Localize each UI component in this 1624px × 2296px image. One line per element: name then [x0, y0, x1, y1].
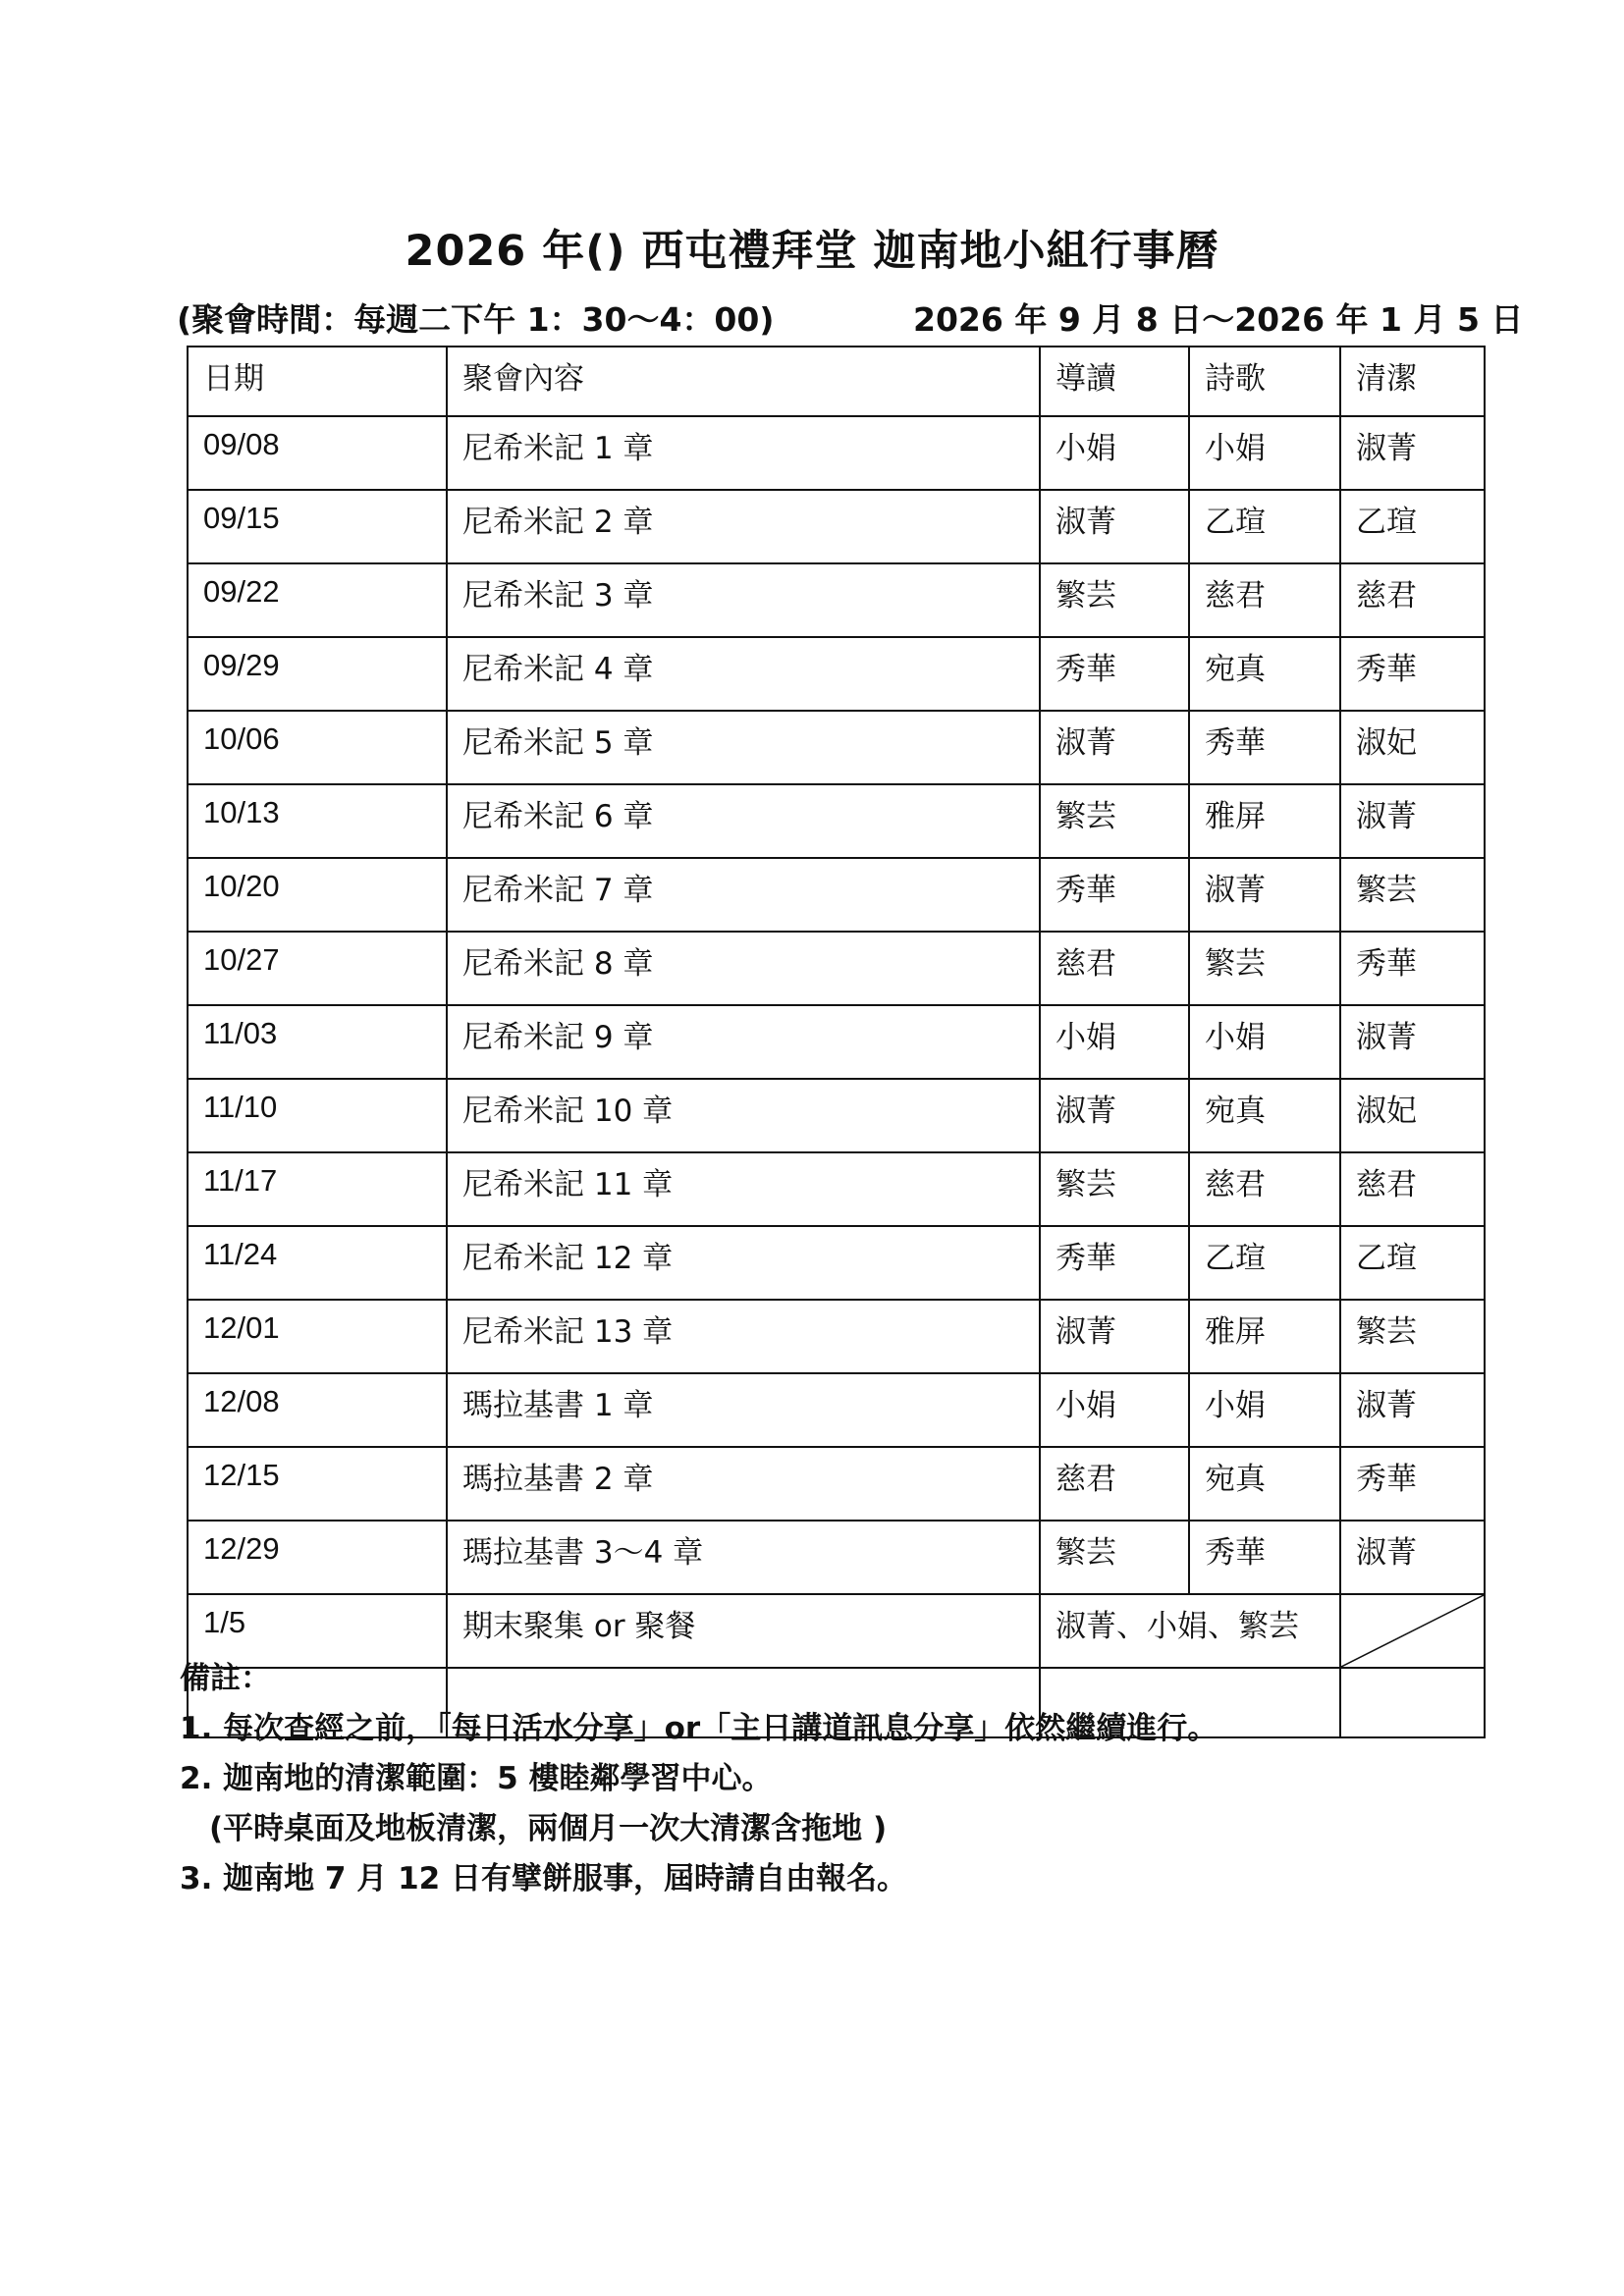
- notes-heading: 備註：: [180, 1661, 271, 1696]
- table-header-row: [188, 347, 1485, 416]
- notes-section: [180, 1654, 1218, 1904]
- content-cell: 尼希米記 3 章: [447, 563, 1040, 637]
- date-cell: 11/10: [188, 1079, 447, 1152]
- table-row: [188, 1005, 1485, 1079]
- reading-cell: 繁芸: [1040, 1152, 1189, 1226]
- cleaning-cell: 慈君: [1340, 563, 1485, 637]
- reading-cell: 淑菁: [1040, 1079, 1189, 1152]
- hymn-cell: 繁芸: [1189, 932, 1340, 1005]
- date-cell: 10/13: [188, 784, 447, 858]
- content-cell: 尼希米記 7 章: [447, 858, 1040, 932]
- reading-cell: 秀華: [1040, 637, 1189, 711]
- date-cell: 12/01: [188, 1300, 447, 1373]
- content-cell: 尼希米記 12 章: [447, 1226, 1040, 1300]
- date-cell: 1/5: [188, 1594, 447, 1668]
- note-item: (平時桌面及地板清潔，兩個月一次大清潔含拖地 ): [209, 1811, 888, 1846]
- cleaning-cell: 乙瑄: [1340, 490, 1485, 563]
- hymn-cell: 雅屏: [1189, 1300, 1340, 1373]
- reading-cell: 慈君: [1040, 932, 1189, 1005]
- cleaning-cell: 淑菁: [1340, 1373, 1485, 1447]
- leaders-cell: 淑菁、小娟、繁芸: [1040, 1594, 1340, 1668]
- content-cell: 瑪拉基書 3～4 章: [447, 1521, 1040, 1594]
- reading-cell: 秀華: [1040, 1226, 1189, 1300]
- cleaning-cell: 淑妃: [1340, 1079, 1485, 1152]
- content-cell: 尼希米記 11 章: [447, 1152, 1040, 1226]
- content-cell: 尼希米記 1 章: [447, 416, 1040, 490]
- reading-cell: 淑菁: [1040, 1300, 1189, 1373]
- content-cell: 瑪拉基書 2 章: [447, 1447, 1040, 1521]
- diagonal-line: [1341, 1595, 1484, 1667]
- date-cell: 11/17: [188, 1152, 447, 1226]
- cleaning-cell: 淑菁: [1340, 1521, 1485, 1594]
- date-cell: 09/15: [188, 490, 447, 563]
- content-cell: 尼希米記 10 章: [447, 1079, 1040, 1152]
- date-cell: 12/15: [188, 1447, 447, 1521]
- diagonal-slash-cell: [1340, 1594, 1485, 1668]
- date-cell: 10/06: [188, 711, 447, 784]
- date-cell: 12/08: [188, 1373, 447, 1447]
- date-cell: 11/03: [188, 1005, 447, 1079]
- cleaning-cell: 繁芸: [1340, 858, 1485, 932]
- table-row: [188, 490, 1485, 563]
- table-row: [188, 416, 1485, 490]
- content-cell: 尼希米記 6 章: [447, 784, 1040, 858]
- content-cell: 期末聚集 or 聚餐: [447, 1594, 1040, 1668]
- hymn-cell: 宛真: [1189, 1079, 1340, 1152]
- date-range: 2026 年 9 月 8 日～2026 年 1 月 5 日: [913, 300, 1524, 339]
- table-row: [188, 1521, 1485, 1594]
- hymn-cell: 宛真: [1189, 637, 1340, 711]
- reading-cell: 繁芸: [1040, 563, 1189, 637]
- empty-cell: [1340, 1668, 1485, 1737]
- table-row: [188, 1373, 1485, 1447]
- hymn-cell: 小娟: [1189, 1005, 1340, 1079]
- content-cell: 尼希米記 2 章: [447, 490, 1040, 563]
- note-item: 1. 每次查經之前，「每日活水分享」or「主日講道訊息分享」依然繼續進行。: [180, 1711, 1218, 1746]
- cleaning-cell: 淑菁: [1340, 1005, 1485, 1079]
- reading-cell: 秀華: [1040, 858, 1189, 932]
- table-row: [188, 1226, 1485, 1300]
- content-cell: 尼希米記 8 章: [447, 932, 1040, 1005]
- hymn-cell: 秀華: [1189, 711, 1340, 784]
- hymn-cell: 宛真: [1189, 1447, 1340, 1521]
- table-row: [188, 784, 1485, 858]
- table-row: [188, 1152, 1485, 1226]
- reading-cell: 小娟: [1040, 1005, 1189, 1079]
- content-cell: 尼希米記 13 章: [447, 1300, 1040, 1373]
- hymn-cell: 慈君: [1189, 1152, 1340, 1226]
- cleaning-cell: 秀華: [1340, 1447, 1485, 1521]
- page-title: 2026 年() 西屯禮拜堂 迦南地小組行事曆: [405, 227, 1219, 276]
- date-cell: 09/29: [188, 637, 447, 711]
- reading-cell: 繁芸: [1040, 1521, 1189, 1594]
- cleaning-cell: 秀華: [1340, 932, 1485, 1005]
- cleaning-cell: 淑妃: [1340, 711, 1485, 784]
- cleaning-cell: 乙瑄: [1340, 1226, 1485, 1300]
- header-date: 日期: [188, 347, 447, 416]
- content-cell: 尼希米記 9 章: [447, 1005, 1040, 1079]
- hymn-cell: 雅屏: [1189, 784, 1340, 858]
- date-cell: 12/29: [188, 1521, 447, 1594]
- cleaning-cell: 淑菁: [1340, 784, 1485, 858]
- reading-cell: 淑菁: [1040, 490, 1189, 563]
- reading-cell: 慈君: [1040, 1447, 1189, 1521]
- hymn-cell: 乙瑄: [1189, 1226, 1340, 1300]
- header-content: 聚會內容: [447, 347, 1040, 416]
- header-hymn: 詩歌: [1189, 347, 1340, 416]
- table-row: [188, 932, 1485, 1005]
- hymn-cell: 小娟: [1189, 416, 1340, 490]
- hymn-cell: 慈君: [1189, 563, 1340, 637]
- cleaning-cell: 慈君: [1340, 1152, 1485, 1226]
- date-cell: 09/08: [188, 416, 447, 490]
- reading-cell: 繁芸: [1040, 784, 1189, 858]
- date-cell: 10/20: [188, 858, 447, 932]
- table-row: [188, 858, 1485, 932]
- table-row: [188, 563, 1485, 637]
- reading-cell: 小娟: [1040, 416, 1189, 490]
- date-cell: 10/27: [188, 932, 447, 1005]
- note-item: 3. 迦南地 7 月 12 日有擘餅服事，屆時請自由報名。: [180, 1861, 908, 1896]
- cleaning-cell: 繁芸: [1340, 1300, 1485, 1373]
- date-cell: 09/22: [188, 563, 447, 637]
- reading-cell: 淑菁: [1040, 711, 1189, 784]
- table-row: [188, 1447, 1485, 1521]
- meeting-time: (聚會時間：每週二下午 1：30～4：00): [177, 300, 775, 339]
- hymn-cell: 淑菁: [1189, 858, 1340, 932]
- header-reading: 導讀: [1040, 347, 1189, 416]
- note-item: 2. 迦南地的清潔範圍：5 樓睦鄰學習中心。: [180, 1761, 773, 1796]
- hymn-cell: 乙瑄: [1189, 490, 1340, 563]
- table-row: [188, 711, 1485, 784]
- content-cell: 尼希米記 5 章: [447, 711, 1040, 784]
- hymn-cell: 秀華: [1189, 1521, 1340, 1594]
- cleaning-cell: 淑菁: [1340, 416, 1485, 490]
- date-cell: 11/24: [188, 1226, 447, 1300]
- hymn-cell: 小娟: [1189, 1373, 1340, 1447]
- content-cell: 尼希米記 4 章: [447, 637, 1040, 711]
- table-row: [188, 1079, 1485, 1152]
- table-row: [188, 1300, 1485, 1373]
- reading-cell: 小娟: [1040, 1373, 1189, 1447]
- cleaning-cell: 秀華: [1340, 637, 1485, 711]
- table-row: [188, 637, 1485, 711]
- schedule-table: [187, 346, 1486, 1738]
- content-cell: 瑪拉基書 1 章: [447, 1373, 1040, 1447]
- header-cleaning: 清潔: [1340, 347, 1485, 416]
